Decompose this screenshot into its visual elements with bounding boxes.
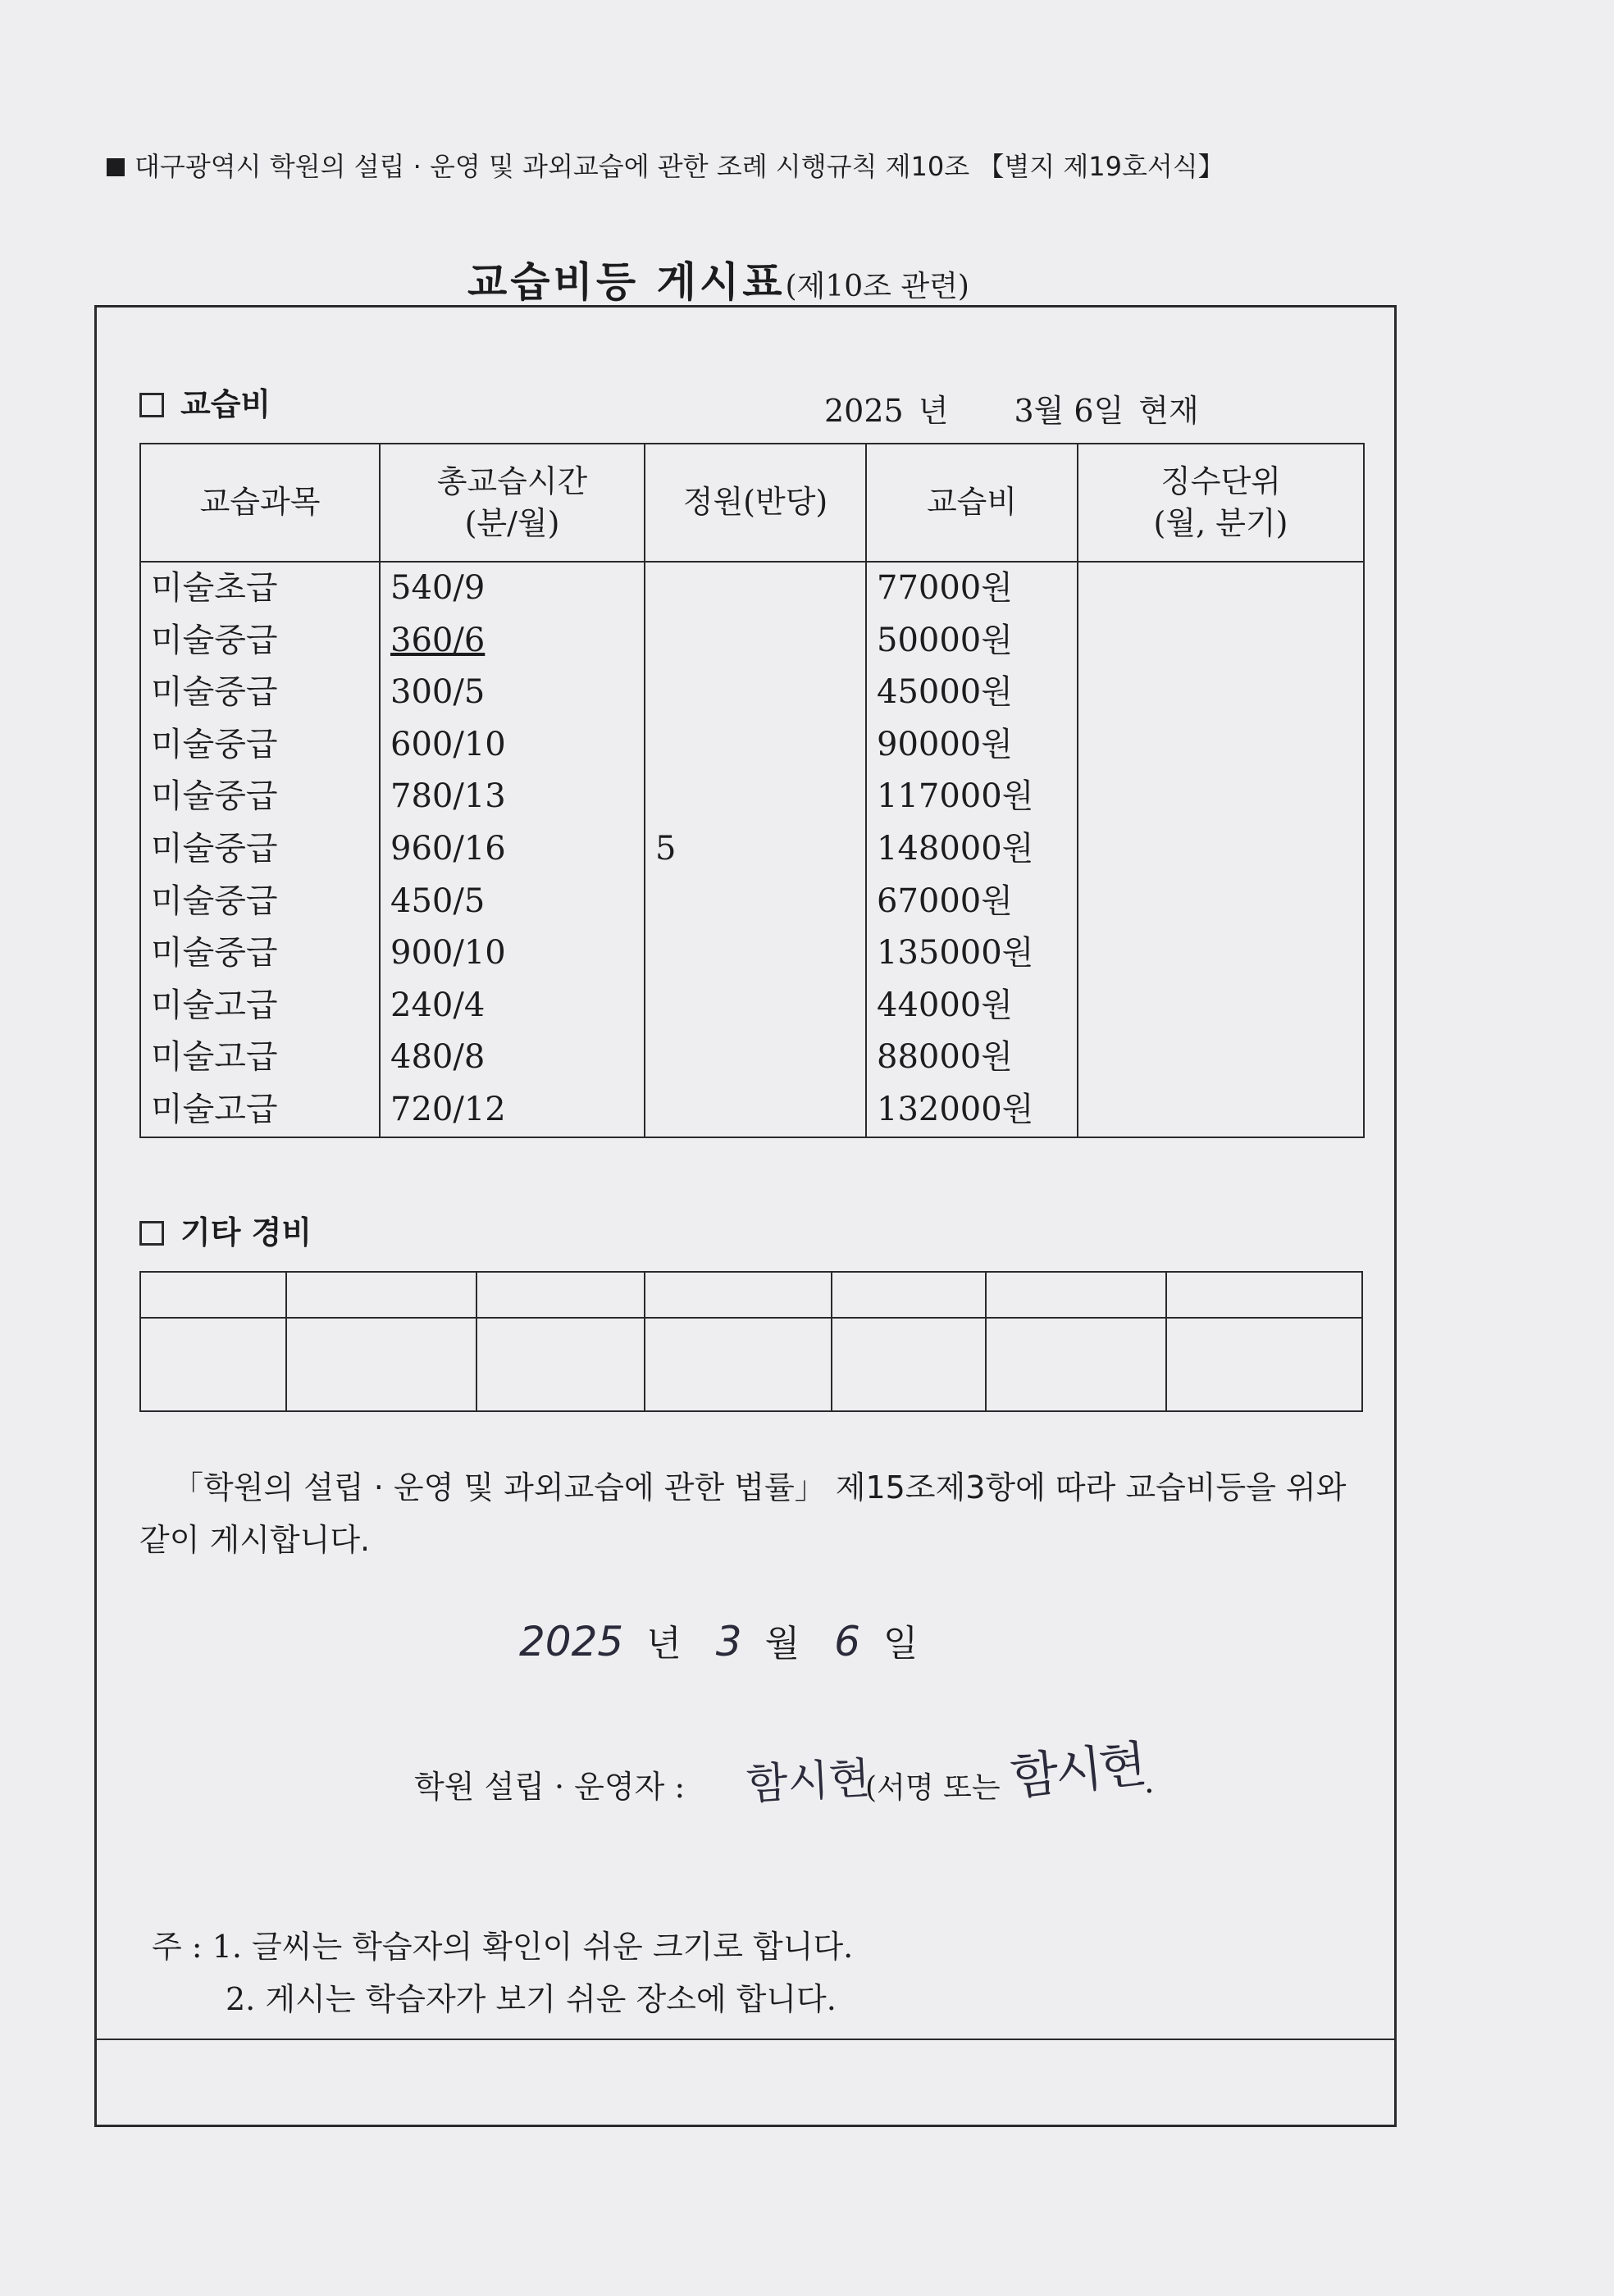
table-row-hours: 360/6: [390, 621, 486, 659]
table-row-hours: 720/12: [390, 1090, 506, 1128]
regulation-text: 대구광역시 학원의 설립 · 운영 및 과외교습에 관한 조례 시행규칙 제10조 【별지 제19호서식】: [134, 151, 1224, 182]
sign-end: .: [1144, 1763, 1155, 1801]
table-row-fee: 67000원: [877, 882, 1013, 920]
col-capacity: 정원(반당): [645, 444, 866, 562]
other-expenses-header-row: [140, 1272, 1362, 1318]
table-row-fee: 148000원: [877, 829, 1034, 868]
form-bottom-rule: [97, 2039, 1394, 2040]
empty-cell: [286, 1318, 476, 1411]
as-of-month-day: 3월 6일: [1014, 393, 1124, 429]
date-year: 2025: [519, 1618, 624, 1665]
empty-cell: [832, 1318, 986, 1411]
checkbox-icon: [139, 393, 164, 417]
table-row-hours: 600/10: [390, 725, 506, 763]
table-row-hours: 780/13: [390, 777, 506, 816]
legal-statement: 「학원의 설립 · 운영 및 과외교습에 관한 법률」 제15조제3항에 따라 교습비등을 위와 같이 게시합니다.: [139, 1469, 1347, 1558]
table-row-subject: 미술고급: [151, 1090, 278, 1128]
empty-cell: [986, 1272, 1166, 1318]
posting-date: [496, 1614, 918, 1666]
table-row-fee: 50000원: [877, 621, 1013, 659]
other-expenses-label: 기타 경비: [180, 1214, 312, 1250]
title-sub: (제10조 관련): [785, 270, 969, 303]
tuition-heading: [139, 379, 271, 424]
table-row-fee: 45000원: [877, 673, 1013, 712]
table-row-subject: 미술중급: [151, 725, 278, 763]
as-of-year: 2025: [824, 393, 904, 429]
table-row-subject: 미술중급: [151, 934, 278, 973]
tuition-heading-label: 교습비: [180, 386, 271, 422]
operator-label: 학원 설립 · 운영자 :: [414, 1769, 686, 1805]
empty-cell: [140, 1272, 286, 1318]
fee-cell: [866, 562, 1078, 1137]
col-billing-unit: 징수단위 (월, 분기): [1078, 444, 1364, 562]
other-expenses-heading: [139, 1207, 312, 1252]
capacity-value: 5: [655, 830, 677, 868]
table-row-fee: 132000원: [877, 1090, 1034, 1128]
sign-label: (서명 또는: [865, 1771, 1001, 1805]
hours-cell: [380, 562, 645, 1137]
operator-name-handwritten: 함시현: [745, 1754, 872, 1810]
as-of-date: [824, 385, 1214, 430]
tuition-body-row: [140, 562, 1364, 1137]
table-row-subject: 미술중급: [151, 621, 278, 659]
tuition-table: [139, 443, 1365, 1138]
billing-unit-cell: [1078, 562, 1364, 1137]
date-month: 3: [715, 1618, 742, 1665]
table-row-subject: 미술고급: [151, 1038, 278, 1077]
date-year-unit: 년: [646, 1623, 682, 1665]
table-row-fee: 135000원: [877, 934, 1034, 973]
table-row-fee: 117000원: [877, 777, 1034, 816]
col-fee: 교습비: [866, 444, 1078, 562]
title-main: 교습비등 게시표: [467, 258, 786, 306]
table-row-subject: 미술중급: [151, 829, 278, 868]
table-row-fee: 44000원: [877, 986, 1013, 1024]
table-row-hours: 960/16: [390, 829, 506, 868]
notes: [152, 1920, 853, 2025]
empty-cell: [476, 1318, 645, 1411]
empty-cell: [832, 1272, 986, 1318]
table-row-hours: 450/5: [390, 882, 486, 920]
empty-cell: [986, 1318, 1166, 1411]
empty-cell: [645, 1272, 832, 1318]
notes-prefix: 주 :: [152, 1929, 203, 1965]
col-total-hours: 총교습시간 (분/월): [380, 444, 645, 562]
table-row-subject: 미술중급: [151, 777, 278, 816]
black-square-icon: [107, 158, 125, 176]
page-title: [467, 249, 969, 308]
as-of-suffix: 현재: [1138, 393, 1199, 429]
date-month-unit: 월: [764, 1623, 800, 1665]
regulation-reference: [107, 146, 1224, 184]
col-subject: 교습과목: [140, 444, 380, 562]
empty-cell: [476, 1272, 645, 1318]
table-row-subject: 미술초급: [151, 569, 278, 607]
table-row-hours: 900/10: [390, 934, 506, 973]
table-row-hours: 540/9: [390, 569, 486, 607]
table-row-subject: 미술고급: [151, 986, 278, 1024]
empty-cell: [1166, 1272, 1362, 1318]
capacity-cell: [645, 562, 866, 1137]
other-expenses-table: [139, 1271, 1363, 1412]
date-day-unit: 일: [882, 1623, 919, 1665]
tuition-header-row: [140, 444, 1364, 562]
note-1: 주 : 1. 글씨는 학습자의 확인이 쉬운 크기로 합니다.: [152, 1929, 854, 1965]
signature-mark: 함시현: [1008, 1735, 1147, 1807]
subject-cell: [140, 562, 380, 1137]
empty-cell: [286, 1272, 476, 1318]
empty-cell: [140, 1318, 286, 1411]
table-row-fee: 88000원: [877, 1038, 1013, 1077]
table-row-hours: 240/4: [390, 986, 486, 1024]
table-row-hours: 480/8: [390, 1038, 486, 1077]
note-2: 2. 게시는 학습자가 보기 쉬운 장소에 합니다.: [226, 1981, 837, 2017]
checkbox-icon: [139, 1221, 164, 1246]
as-of-year-unit: 년: [918, 393, 949, 429]
table-row-fee: 77000원: [877, 569, 1013, 607]
table-row-hours: 300/5: [390, 673, 486, 712]
date-day: 6: [834, 1618, 860, 1665]
empty-cell: [645, 1318, 832, 1411]
table-row-subject: 미술중급: [151, 882, 278, 920]
table-row-subject: 미술중급: [151, 673, 278, 712]
table-row-fee: 90000원: [877, 725, 1013, 763]
empty-cell: [1166, 1318, 1362, 1411]
other-expenses-body-row: [140, 1318, 1362, 1411]
